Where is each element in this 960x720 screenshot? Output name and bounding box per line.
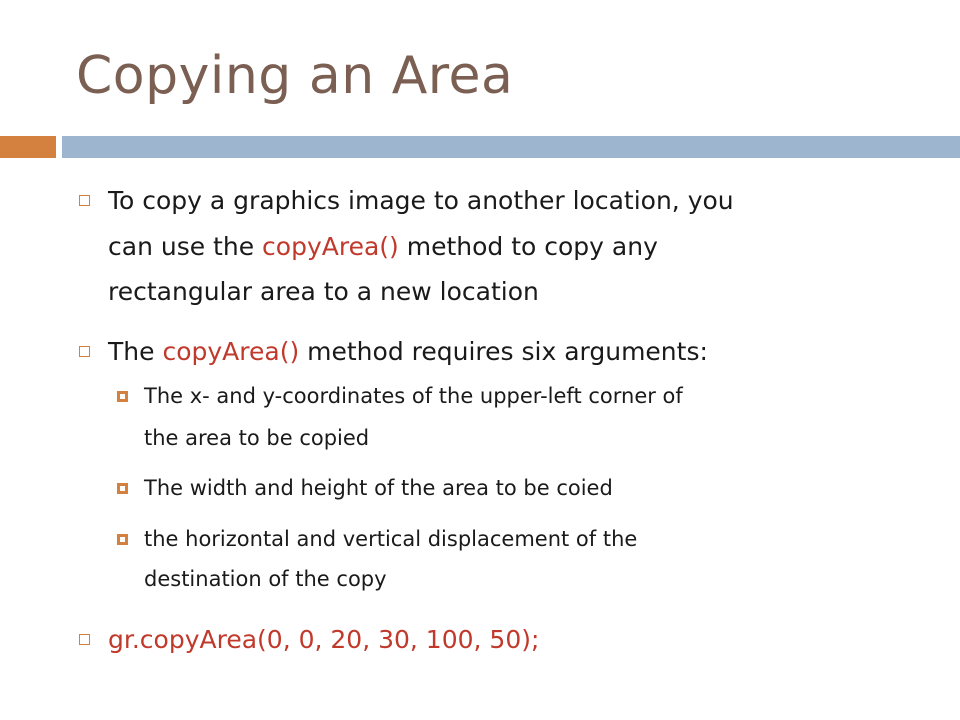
bullet-2-code-highlight: copyArea() (162, 337, 300, 366)
bullet-1-code-highlight: copyArea() (262, 232, 399, 261)
bullet-1-line-1: To copy a graphics image to another location, you (108, 186, 734, 215)
bullet-2-text-a: The (108, 337, 163, 366)
accent-bar-orange (0, 136, 56, 158)
sub-bullet-3-line-1: the horizontal and vertical displacement of the (144, 527, 638, 551)
bullet-1-line-3: rectangular area to a new location (108, 277, 539, 306)
sub-bullet-1-line-2: the area to be copied (144, 426, 370, 450)
sub-bullet-square-icon (117, 391, 128, 402)
accent-bar-blue (62, 136, 960, 158)
sub-bullet-2-line-1: The width and height of the area to be coied (144, 476, 613, 500)
bullet-square-icon (79, 346, 90, 357)
slide-title: Copying an Area (76, 46, 514, 106)
sub-bullet-square-icon (117, 483, 128, 494)
bullet-square-icon (79, 195, 90, 206)
sub-bullet-3-line-2: destination of the copy (144, 567, 387, 591)
bullet-1-text-a: can use the (108, 232, 263, 261)
bullet-square-icon (79, 634, 90, 645)
bullet-2-text-b: method requires six arguments: (299, 337, 708, 366)
bullet-2-line (108, 331, 708, 373)
bullet-1-text-b: method to copy any (398, 232, 658, 261)
sub-bullet-1-line-1: The x- and y-coordinates of the upper-left corner of (144, 384, 683, 408)
sub-bullet-square-icon (117, 534, 128, 545)
bullet-1-line-2 (108, 226, 658, 268)
code-example: gr.copyArea(0, 0, 20, 30, 100, 50); (108, 625, 540, 654)
